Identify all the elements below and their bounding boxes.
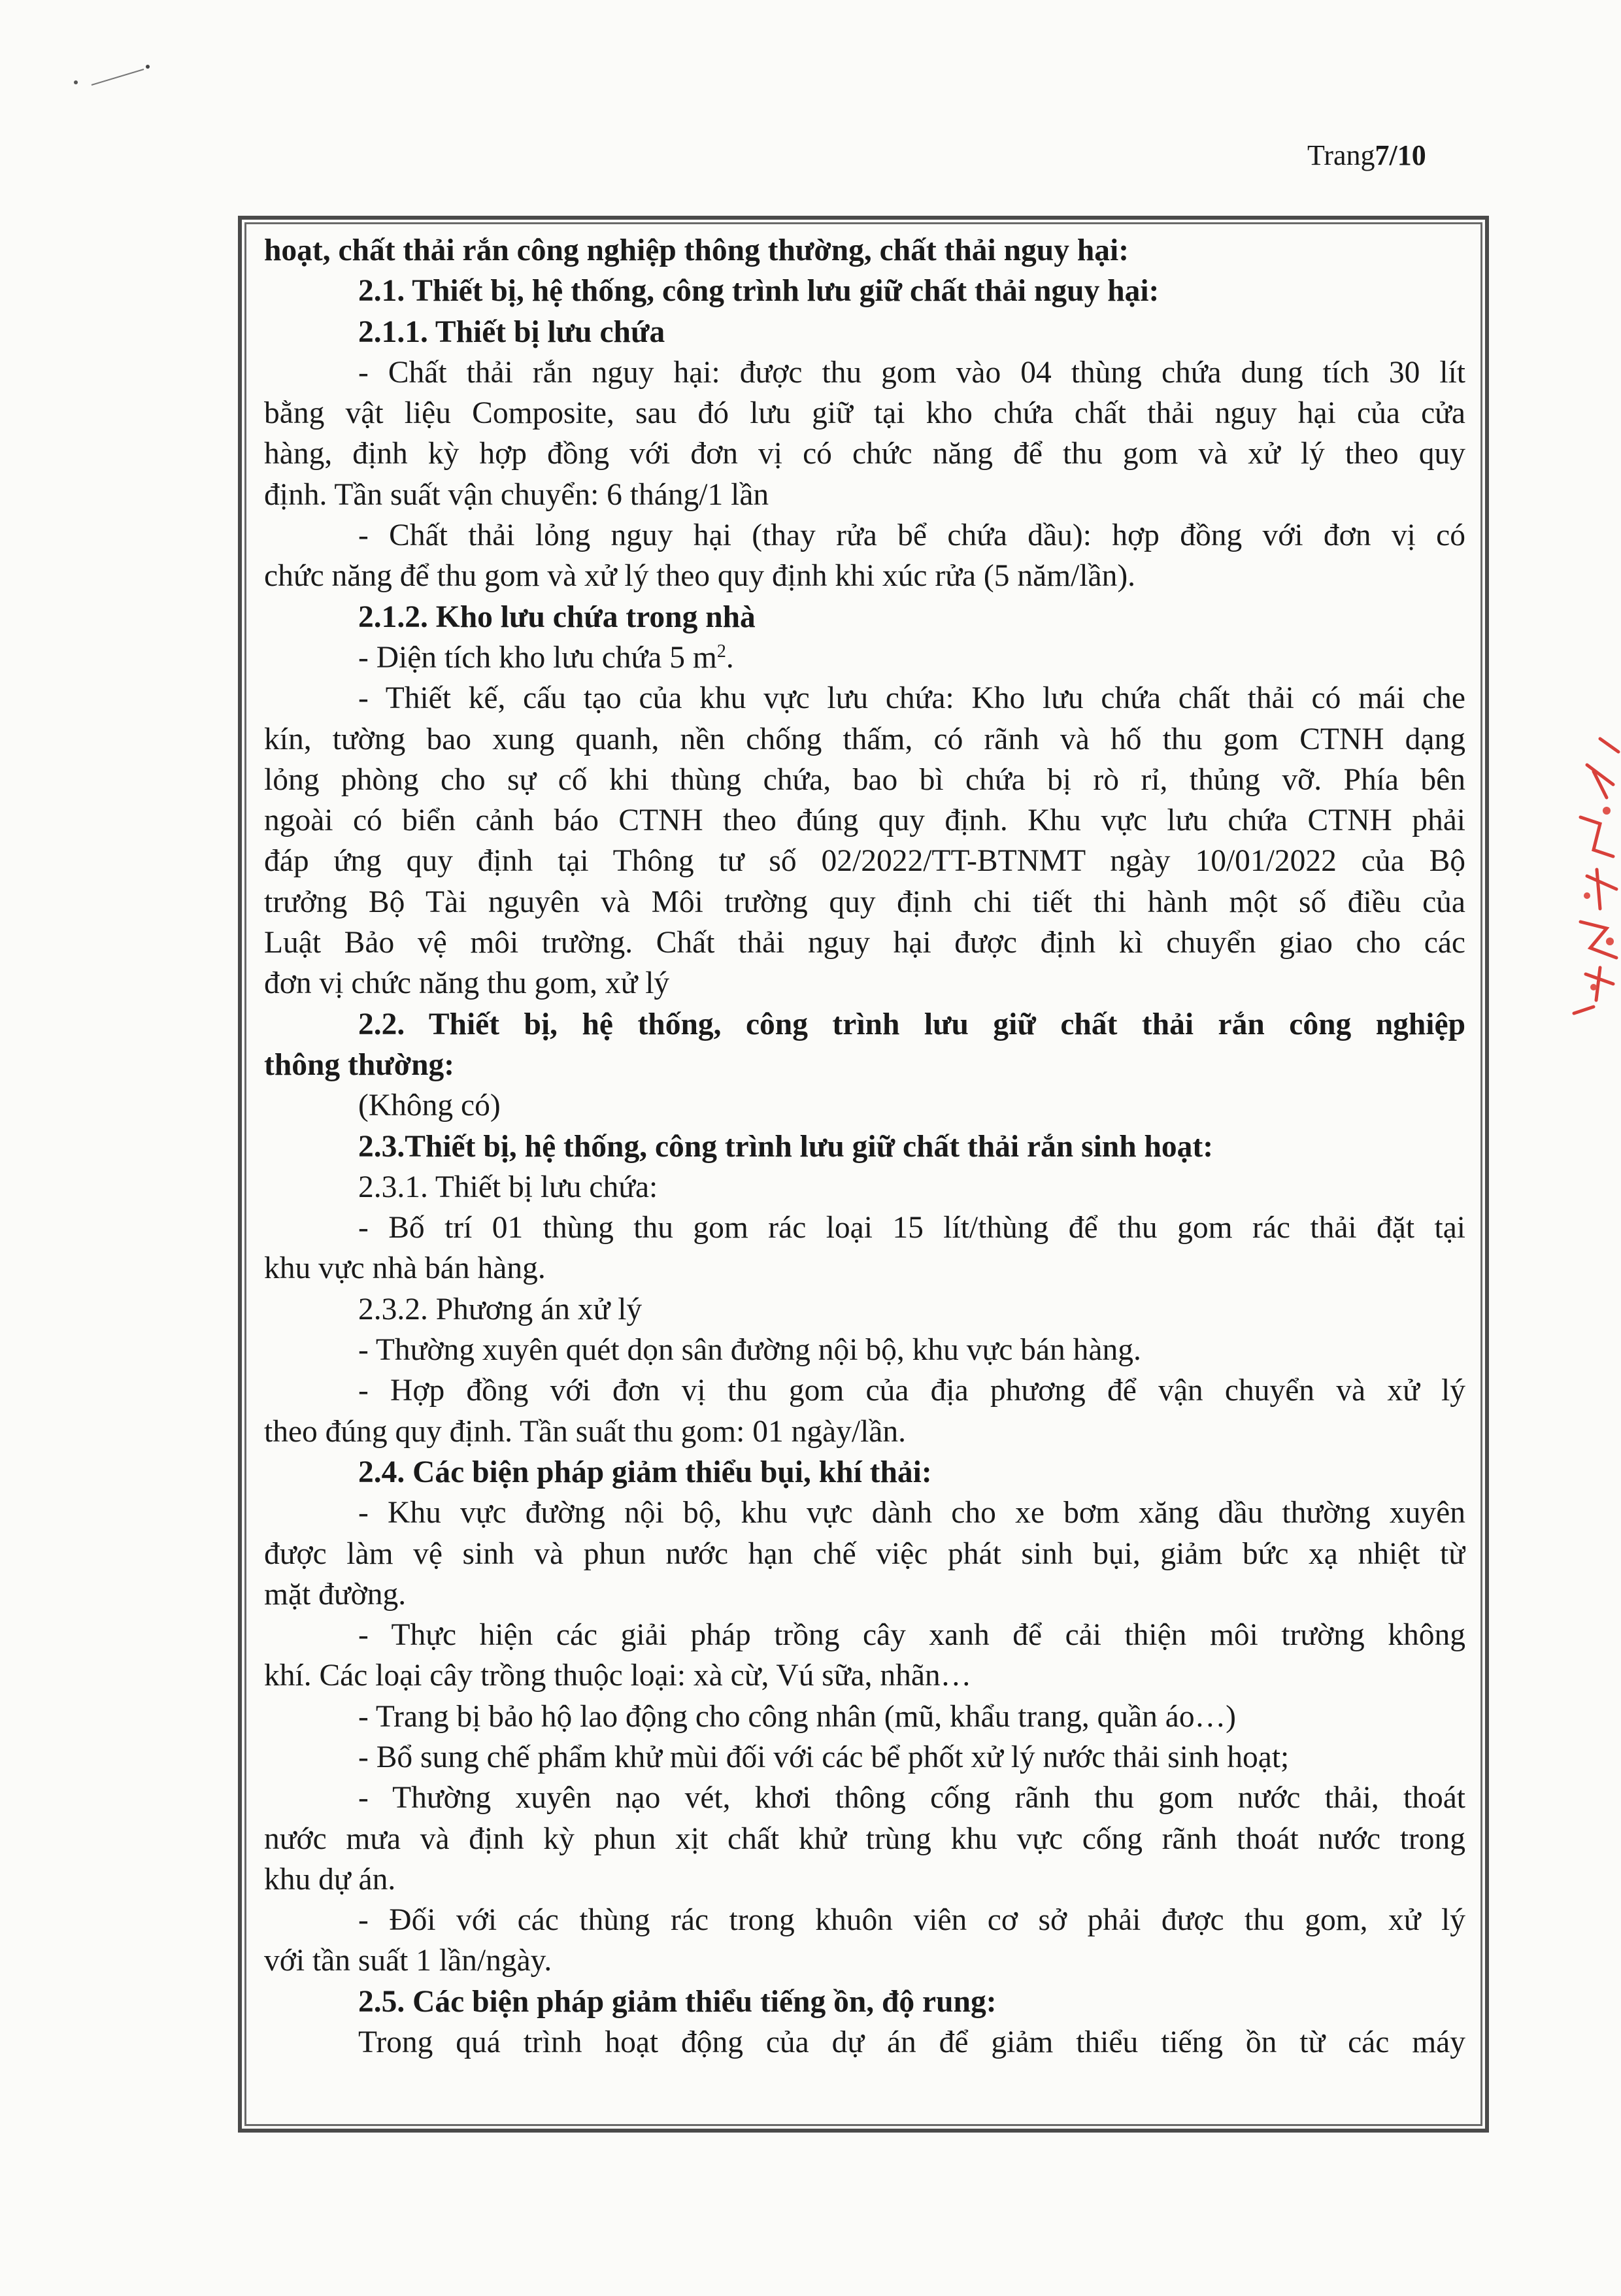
text-line: thông thường:	[264, 1047, 455, 1082]
text-line: định. Tần suất vận chuyển: 6 tháng/1 lần	[264, 477, 769, 512]
text-line: khí. Các loại cây trồng thuộc loại: xà cừ, Vú sữa, nhãn…	[264, 1659, 972, 1693]
text-line: trưởng Bộ Tài nguyên và Môi trường quy định chi tiết thi hành một số điều của	[264, 885, 1465, 919]
page-number: Trang7/10	[1307, 139, 1426, 171]
text-line: mặt đường.	[264, 1577, 407, 1612]
text-line: 2.4. Các biện pháp giảm thiểu bụi, khí thải:	[358, 1455, 932, 1489]
text-line: 2.1.2. Kho lưu chứa trong nhà	[358, 599, 756, 634]
text-line: theo đúng quy định. Tần suất thu gom: 01 ngày/lần.	[264, 1414, 907, 1449]
text-line: 2.1.1. Thiết bị lưu chứa	[358, 314, 665, 349]
text-line: - Thường xuyên quét dọn sân đường nội bộ, khu vực bán hàng.	[358, 1333, 1141, 1368]
text-line: (Không có)	[358, 1089, 501, 1123]
text-line: đơn vị chức năng thu gom, xử lý	[264, 966, 670, 1001]
text-line: đáp ứng quy định tại Thông tư số 02/2022/TT-BTNMT ngày 10/01/2022 của Bộ	[264, 844, 1465, 879]
text-line: - Hợp đồng với đơn vị thu gom của địa phương để vận chuyển và xử lý	[358, 1374, 1465, 1408]
text-line: Luật Bảo vệ môi trường. Chất thải nguy hại được định kì chuyển giao cho các	[264, 926, 1465, 960]
text-line: - Trang bị bảo hộ lao động cho công nhân (mũ, khẩu trang, quần áo…)	[358, 1699, 1236, 1734]
text-line: - Diện tích kho lưu chứa 5 $m^2$.	[358, 640, 734, 675]
text-line: khu vực nhà bán hàng.	[264, 1251, 546, 1286]
text-line: khu dự án.	[264, 1862, 396, 1897]
text-line: Trong quá trình hoạt động của dự án để giảm thiểu tiếng ồn từ các máy	[358, 2025, 1465, 2060]
text-line: được làm vệ sinh và phun nước hạn chế việc phát sinh bụi, giảm bức xạ nhiệt từ	[264, 1536, 1465, 1571]
text-line: - Thường xuyên nạo vét, khơi thông cống rãnh thu gom nước thải, thoát	[358, 1781, 1465, 1815]
text-line: 2.2. Thiết bị, hệ thống, công trình lưu giữ chất thải rắn công nghiệp	[358, 1007, 1465, 1041]
text-line: 2.1. Thiết bị, hệ thống, công trình lưu giữ chất thải nguy hại:	[358, 274, 1160, 309]
text-line: hoạt, chất thải rắn công nghiệp thông thường, chất thải nguy hại:	[264, 233, 1129, 267]
text-line: với tần suất 1 lần/ngày.	[264, 1944, 552, 1978]
text-line: kín, tường bao xung quanh, nền chống thấm, có rãnh và hố thu gom CTNH dạng	[264, 722, 1465, 756]
text-line: 2.3.1. Thiết bị lưu chứa:	[358, 1170, 658, 1204]
text-line: ngoài có biển cảnh báo CTNH theo đúng quy định. Khu vực lưu chứa CTNH phải	[264, 803, 1465, 838]
text-line: 2.3.2. Phương án xử lý	[358, 1292, 643, 1326]
red-stamp-fragment	[1567, 726, 1621, 1026]
text-line: - Bổ sung chế phẩm khử mùi đối với các bể phốt xử lý nước thải sinh hoạt;	[358, 1740, 1290, 1774]
text-line: chức năng để thu gom và xử lý theo quy định khi xúc rửa (5 năm/lần).	[264, 559, 1136, 594]
text-line: - Đối với các thùng rác trong khuôn viên cơ sở phải được thu gom, xử lý	[358, 1903, 1465, 1938]
document-body	[264, 230, 1465, 2063]
text-line: - Thực hiện các giải pháp trồng cây xanh để cải thiện môi trường không	[358, 1618, 1465, 1653]
text-line: nước mưa và định kỳ phun xịt chất khử trùng khu vực cống rãnh thoát nước trong	[264, 1821, 1465, 1856]
text-line: - Chất thải rắn nguy hại: được thu gom vào 04 thùng chứa dung tích 30 lít	[358, 355, 1465, 390]
text-line: 2.5. Các biện pháp giảm thiểu tiếng ồn, độ rung:	[358, 1984, 997, 2019]
scan-specks	[65, 59, 157, 98]
document-frame	[238, 216, 1489, 2133]
text-line: lỏng phòng cho sự cố khi thùng chứa, bao bì chứa bị rò rỉ, thủng vỡ. Phía bên	[264, 762, 1465, 797]
text-line: - Chất thải lỏng nguy hại (thay rửa bể chứa dầu): hợp đồng với đơn vị có	[358, 518, 1465, 553]
text-line: - Khu vực đường nội bộ, khu vực dành cho xe bơm xăng dầu thường xuyên	[358, 1496, 1465, 1530]
text-line: 2.3.Thiết bị, hệ thống, công trình lưu giữ chất thải rắn sinh hoạt:	[358, 1129, 1214, 1164]
text-line: hàng, định kỳ hợp đồng với đơn vị có chức năng để thu gom và xử lý theo quy	[264, 437, 1465, 471]
text-line: - Bố trí 01 thùng thu gom rác loại 15 lít/thùng để thu gom rác thải đặt tại	[358, 1211, 1465, 1245]
text-line: - Thiết kế, cấu tạo của khu vực lưu chứa: Kho lưu chứa chất thải có mái che	[358, 681, 1465, 716]
text-line: bằng vật liệu Composite, sau đó lưu giữ tại kho chứa chất thải nguy hại của cửa	[264, 396, 1465, 431]
